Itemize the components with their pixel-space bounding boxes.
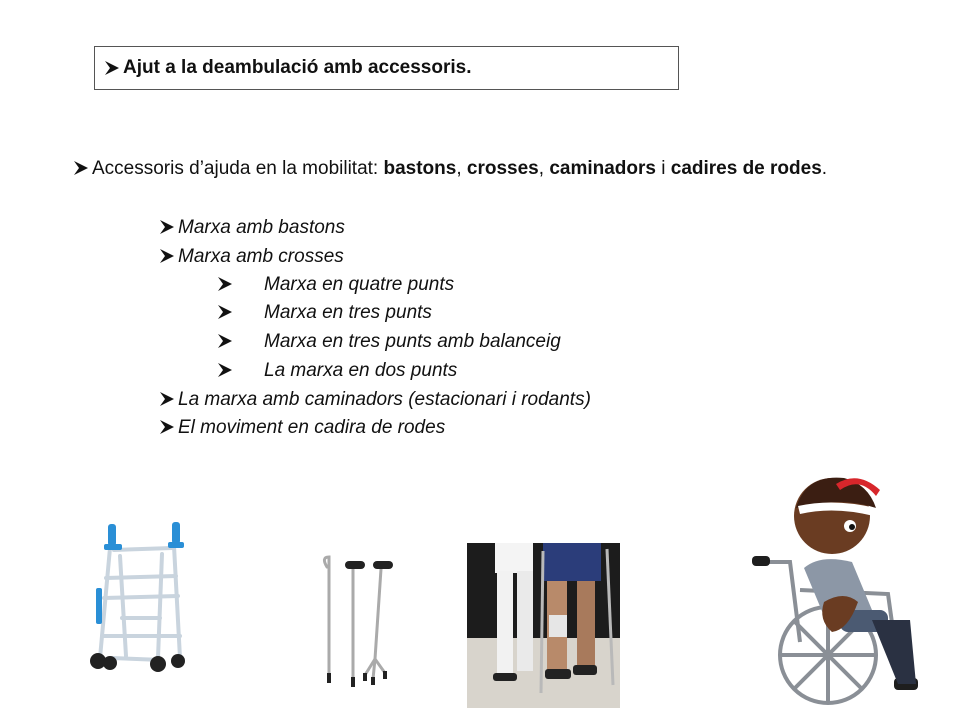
- arrowhead-bullet-icon: [218, 305, 232, 319]
- intro-item-canes: bastons: [383, 158, 457, 179]
- list-item-label: Marxa en tres punts amb balanceig: [264, 331, 561, 352]
- arrowhead-bullet-icon: [218, 277, 232, 291]
- arrowhead-bullet-icon: [160, 420, 174, 434]
- list-item-label: Marxa amb bastons: [178, 217, 345, 238]
- intro-item-walkers: caminadors: [549, 158, 656, 179]
- walker-image: [82, 518, 197, 683]
- intro-paragraph: [74, 154, 854, 184]
- list-item: [160, 389, 591, 411]
- list-item: [218, 360, 457, 382]
- list-item-label: La marxa en dos punts: [264, 360, 458, 381]
- crutches-photo: [467, 543, 620, 708]
- intro-item-wheelchairs: cadires de rodes: [670, 158, 822, 179]
- page-title: Ajut a la deambulació amb accessoris.: [123, 57, 472, 78]
- intro-suffix: .: [821, 158, 828, 179]
- arrowhead-bullet-icon: [218, 334, 232, 348]
- list-item-label: El moviment en cadira de rodes: [178, 417, 446, 438]
- intro-item-crutches: crosses: [466, 158, 539, 179]
- list-item: [218, 331, 561, 353]
- list-item: [218, 274, 454, 296]
- list-item-label: La marxa amb caminadors (estacionari i rodants): [178, 389, 591, 410]
- arrowhead-bullet-icon: [74, 161, 88, 175]
- arrowhead-bullet-icon: [105, 61, 119, 75]
- list-item-label: Marxa amb crosses: [178, 246, 344, 267]
- title-box: [94, 46, 679, 90]
- list-item: [160, 246, 344, 268]
- arrowhead-bullet-icon: [160, 392, 174, 406]
- list-item: [160, 417, 445, 439]
- list-item-label: Marxa en quatre punts: [264, 274, 455, 295]
- list-item: [218, 302, 432, 324]
- list-item: [160, 217, 345, 239]
- arrowhead-bullet-icon: [160, 220, 174, 234]
- intro-prefix: Accessoris d’ajuda en la mobilitat:: [92, 158, 384, 179]
- intro-separator: ,: [538, 158, 550, 179]
- arrowhead-bullet-icon: [218, 363, 232, 377]
- intro-separator: i: [655, 158, 671, 179]
- canes-image: [315, 555, 395, 690]
- list-item-label: Marxa en tres punts: [264, 302, 432, 323]
- wheelchair-image: [748, 470, 938, 710]
- arrowhead-bullet-icon: [160, 249, 174, 263]
- intro-separator: ,: [456, 158, 467, 179]
